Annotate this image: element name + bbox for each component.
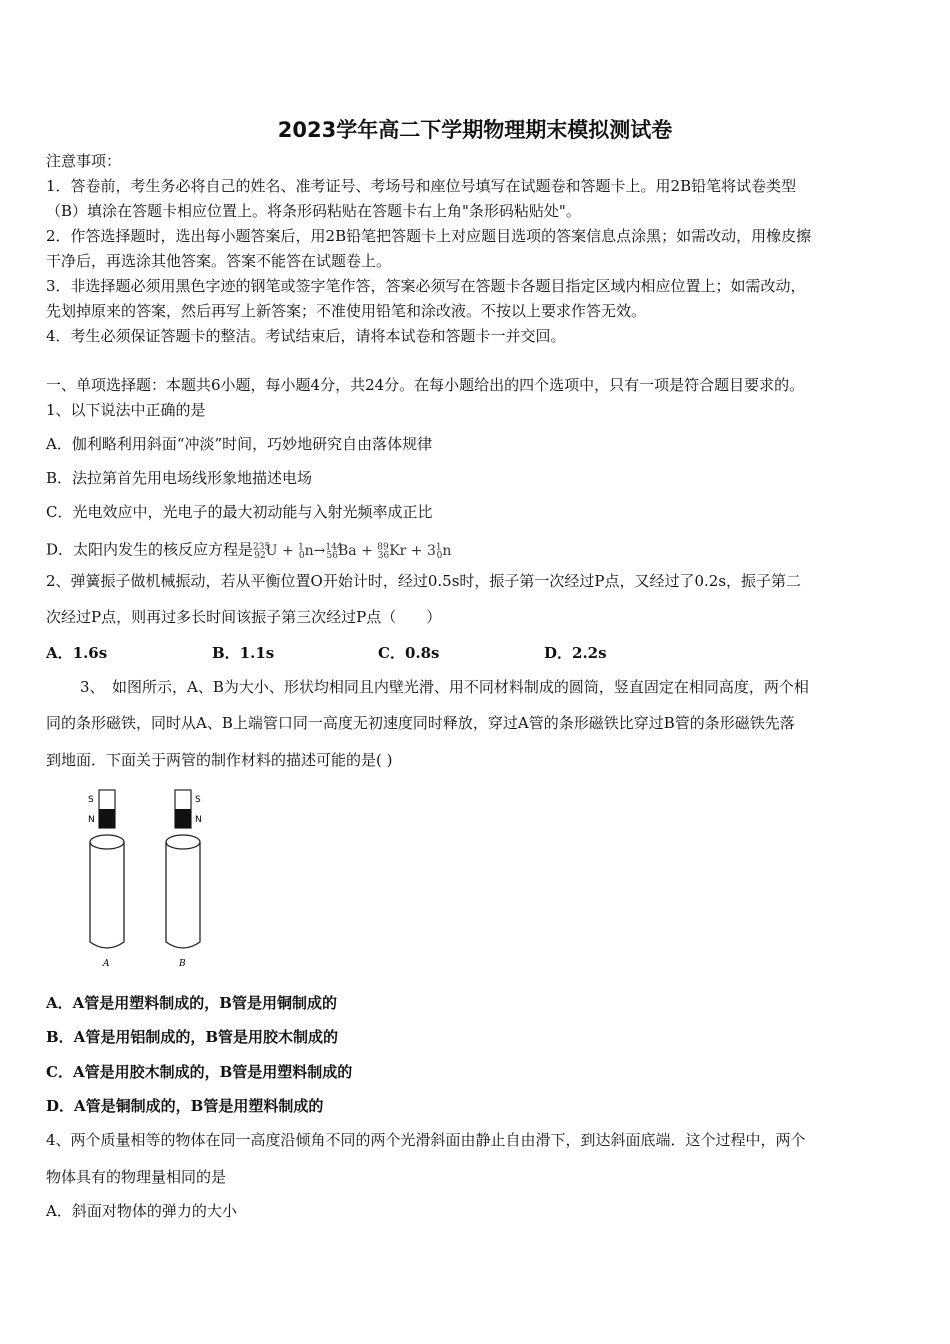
q4-option-a: A．斜面对物体的弹力的大小 bbox=[46, 1202, 237, 1220]
tube-b-label: B bbox=[179, 959, 186, 969]
tubes-diagram bbox=[72, 780, 232, 975]
magnet-a-n-pole bbox=[99, 809, 115, 828]
q3-stem-line2: 同的条形磁铁，同时从A、B上端管口同一高度无初速度同时释放，穿过A管的条形磁铁比穿过B管的条形磁铁先落 bbox=[46, 714, 795, 732]
q1-option-d bbox=[46, 537, 451, 566]
q2-stem-line2: 次经过P点，则再过多长时间该振子第三次经过P点（ ） bbox=[46, 608, 442, 626]
tube-a bbox=[90, 842, 124, 948]
notice-heading: 注意事项： bbox=[46, 152, 122, 170]
magnet-b-s-label: S bbox=[195, 795, 201, 805]
magnet-b-n-pole bbox=[175, 809, 191, 828]
q1-option-d-label: D．太阳内发生的核反应方程是 bbox=[46, 540, 254, 559]
q1-stem: 1、以下说法中正确的是 bbox=[46, 401, 206, 419]
q4-stem-line1: 4、两个质量相等的物体在同一高度沿倾角不同的两个光滑斜面由静止自由滑下，到达斜面底端．这个过程中，两个 bbox=[46, 1131, 806, 1149]
magnet-a-n-label: N bbox=[88, 815, 95, 825]
q2-option-c: C．0.8s bbox=[378, 644, 440, 662]
page-title: 2023学年高二下学期物理期末模拟测试卷 bbox=[277, 118, 673, 142]
q3-option-a: A．A管是用塑料制成的，B管是用铜制成的 bbox=[46, 994, 337, 1012]
section-heading: 一、单项选择题：本题共6小题，每小题4分，共24分。在每小题给出的四个选项中，只有一项是符合题目要求的。 bbox=[46, 376, 805, 394]
magnet-a-s-label: S bbox=[88, 795, 94, 805]
notice-line: 1．答卷前，考生务必将自己的姓名、准考证号、考场号和座位号填写在试题卷和答题卡上。用2B铅笔将试卷类型 bbox=[46, 177, 797, 195]
q1-option-b: B．法拉第首先用电场线形象地描述电场 bbox=[46, 469, 313, 487]
q2-option-d: D．2.2s bbox=[544, 644, 607, 662]
notice-line: 3．非选择题必须用黑色字迹的钢笔或签字笔作答，答案必须写在答题卡各题目指定区域内相应位置上；如需改动， bbox=[46, 277, 806, 295]
q3-stem-line3: 到地面．下面关于两管的制作材料的描述可能的是( ) bbox=[46, 751, 393, 769]
tube-b bbox=[166, 842, 200, 948]
q2-stem-line1: 2、弹簧振子做机械振动，若从平衡位置O开始计时，经过0.5s时，振子第一次经过P点，又经过了0.2s，振子第二 bbox=[46, 572, 802, 590]
q1-option-c: C．光电效应中，光电子的最大初动能与入射光频率成正比 bbox=[46, 503, 433, 521]
nuclear-equation: $^{235}_{92}U + ^1_0n\to^{144}_{56}Ba + ^{89}_{36}Kr + 3^1_0n$ bbox=[253, 542, 452, 562]
tube-a-label: A bbox=[103, 959, 110, 969]
q2-option-b: B．1.1s bbox=[212, 644, 275, 662]
q3-option-c: C．A管是用胶木制成的，B管是用塑料制成的 bbox=[46, 1063, 353, 1081]
notice-line: 先划掉原来的答案，然后再写上新答案；不准使用铅笔和涂改液。不按以上要求作答无效。 bbox=[46, 302, 647, 320]
notice-line: 干净后，再选涂其他答案。答案不能答在试题卷上。 bbox=[46, 252, 392, 270]
q3-option-b: B．A管是用铝制成的，B管是用胶木制成的 bbox=[46, 1028, 338, 1046]
magnet-b-n-label: N bbox=[195, 815, 202, 825]
q1-option-a: A．伽利略利用斜面“冲淡”时间，巧妙地研究自由落体规律 bbox=[46, 435, 433, 453]
q2-options bbox=[46, 642, 710, 663]
notice-line: 4．考生必须保证答题卡的整洁。考试结束后，请将本试卷和答题卡一并交回。 bbox=[46, 327, 566, 345]
q3-option-d: D．A管是铜制成的，B管是用塑料制成的 bbox=[46, 1097, 324, 1115]
notice-line: 2．作答选择题时，选出每小题答案后，用2B铅笔把答题卡上对应题目选项的答案信息点涂黑；如需改动，用橡皮擦 bbox=[46, 227, 812, 245]
q3-figure bbox=[72, 780, 232, 979]
q3-stem-line1: 3、 如图所示，A、B为大小、形状均相同且内壁光滑、用不同材料制成的圆筒，竖直固定在相同高度，两个相 bbox=[80, 678, 809, 696]
q2-option-a: A．1.6s bbox=[46, 644, 108, 662]
notice-line: （B）填涂在答题卡相应位置上。将条形码粘贴在答题卡右上角"条形码粘贴处"。 bbox=[46, 202, 581, 220]
q4-stem-line2: 物体具有的物理量相同的是 bbox=[46, 1168, 227, 1186]
